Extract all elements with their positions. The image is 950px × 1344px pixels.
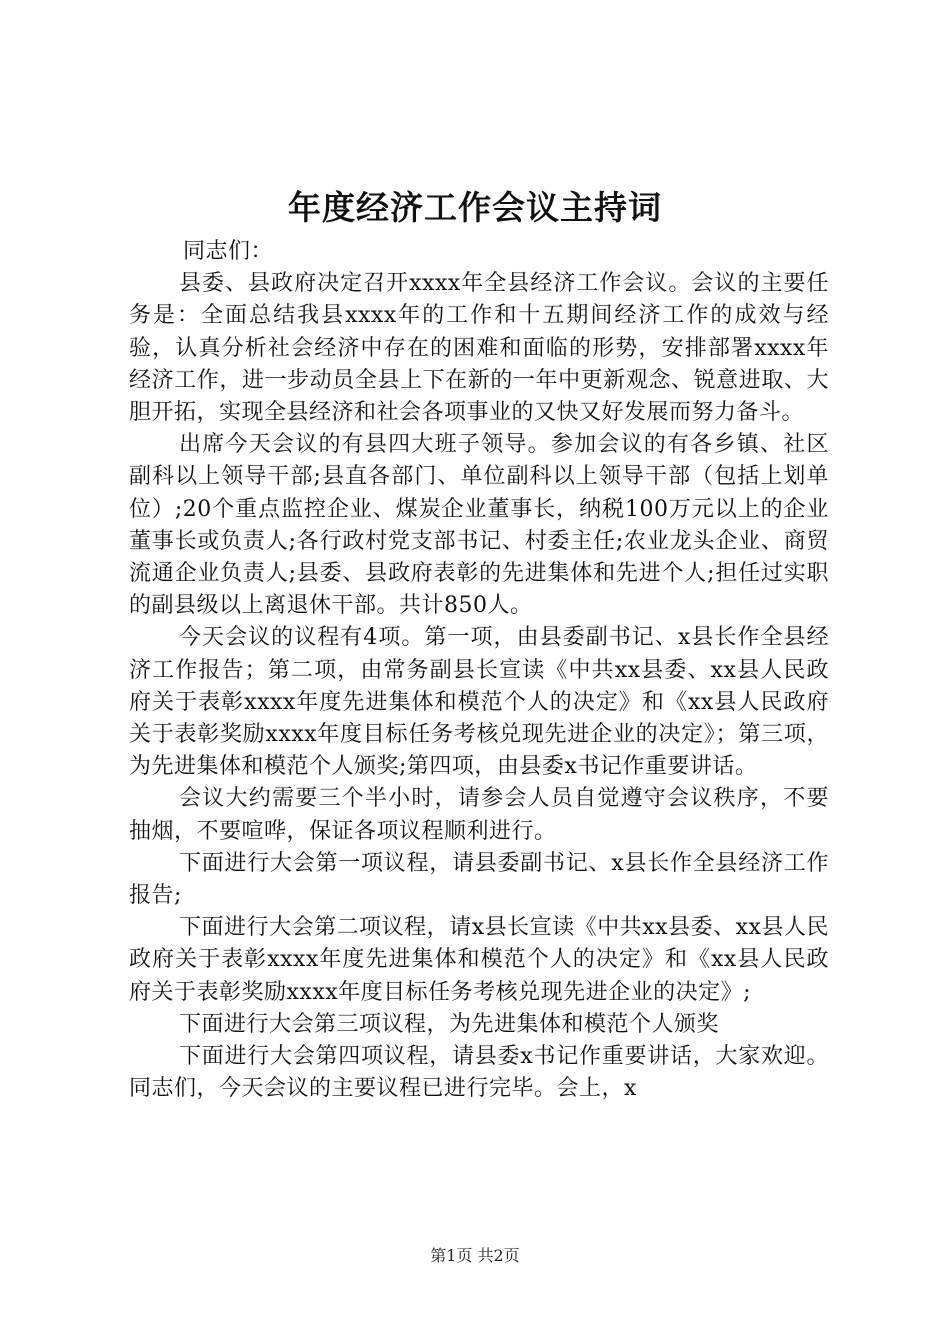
paragraph-agenda-item-1: 下面进行大会第一项议程，请县委副书记、x县长作全县经济工作报告; — [129, 850, 829, 909]
page-number: 第1页 共2页 — [430, 1246, 520, 1265]
paragraph-attendees: 出席今天会议的有县四大班子领导。参加会议的有各乡镇、社区副科以上领导干部;县直各部门、单位副科以上领导干部（包括上划单位）;20个重点监控企业、煤炭企业董事长，纳税100万元以上的企业董事长或负责人;各行政村党支部书记、村委主任;农业龙头企业、商贸流通企业负责人;县委、县政府表彰的先进集体和先进个人;担任过实职的副县级以上离退休干部。共计850人。 — [129, 432, 829, 619]
paragraph-agenda-item-2: 下面进行大会第二项议程，请x县长宣读《中共xx县委、xx县人民政府关于表彰xxxx年度先进集体和模范个人的决定》和《xx县人民政府关于表彰奖励xxxx年度目标任务考核兑现先进企业的决定》; — [129, 915, 829, 1005]
paragraph-meeting-purpose: 县委、县政府决定召开xxxx年全县经济工作会议。会议的主要任务是：全面总结我县xxxx年的工作和十五期间经济工作的成效与经验，认真分析社会经济中存在的困难和面临的形势，安排部署xxxx年经济工作，进一步动员全县上下在新的一年中更新观念、锐意进取、大胆开拓，实现全县经济和社会各项事业的又快又好发展而努力备斗。 — [129, 271, 829, 426]
document-title: 年度经济工作会议主持词 — [288, 188, 662, 227]
paragraph-agenda-item-4: 下面进行大会第四项议程，请县委x书记作重要讲话，大家欢迎。同志们，今天会议的主要议程已进行完毕。会上，x — [129, 1044, 829, 1102]
document-body — [129, 236, 829, 1105]
paragraph-meeting-rules: 会议大约需要三个半小时，请参会人员自觉遵守会议秩序，不要抽烟，不要喧哗，保证各项议程顺利进行。 — [129, 786, 829, 844]
paragraph-agenda-item-3: 下面进行大会第三项议程，为先进集体和模范个人颁奖 — [179, 1011, 720, 1037]
paragraph-agenda: 今天会议的议程有4项。第一项，由县委副书记、x县长作全县经济工作报告；第二项，由常务副县长宣读《中共xx县委、xx县人民政府关于表彰xxxx年度先进集体和模范个人的决定》和《xx县人民政府关于表彰奖励xxxx年度目标任务考核兑现先进企业的决定》；第三项，为先进集体和模范个人颁奖;第四项，由县委x书记作重要讲话。 — [129, 625, 829, 780]
salutation: 同志们： — [183, 239, 274, 264]
